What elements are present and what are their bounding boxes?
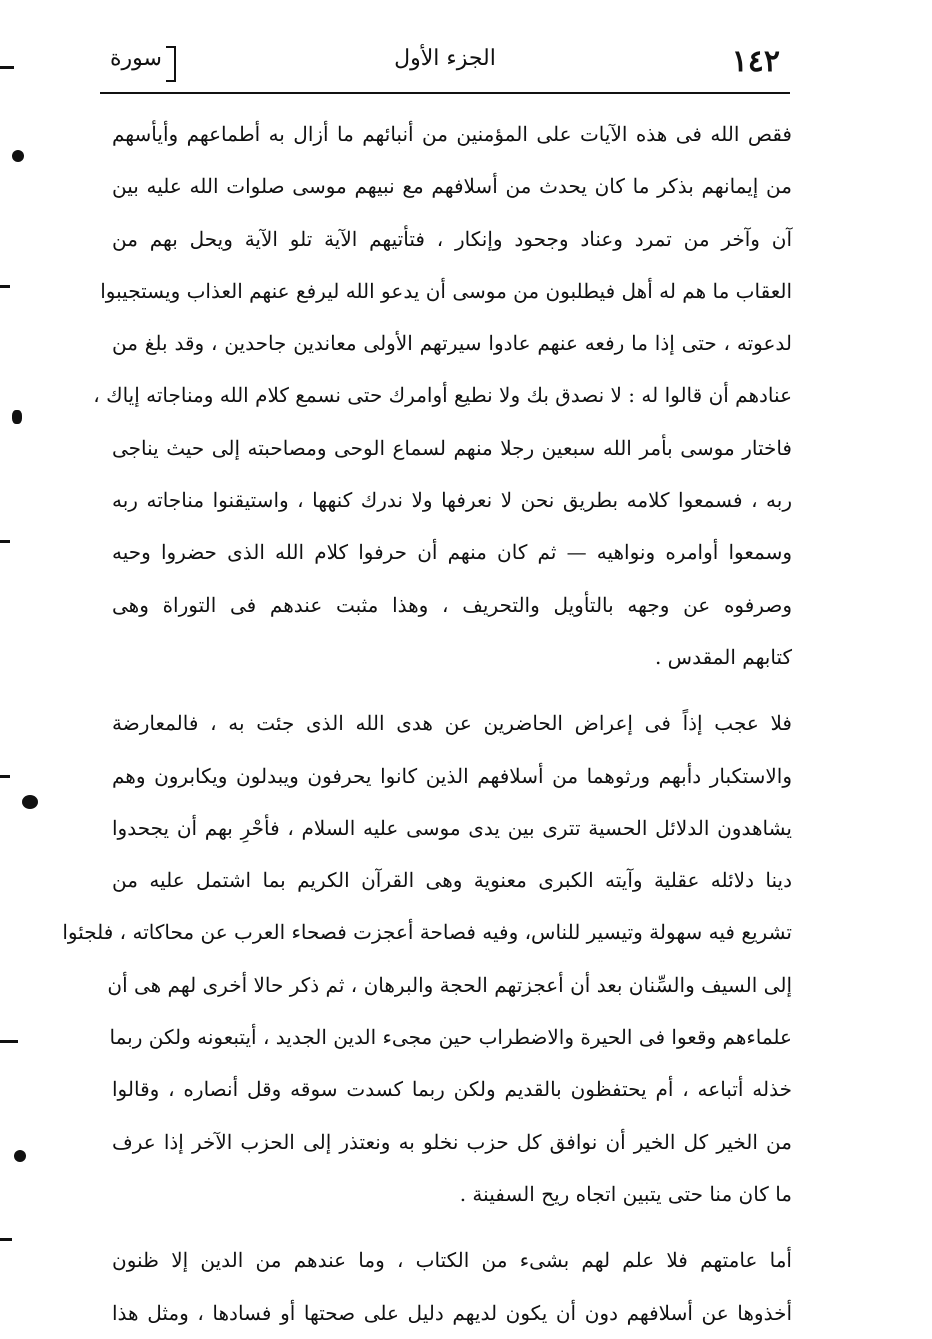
text-line: والاستكبار دأبهم ورثوهما من أسلافهم الذين كانوا يحرفون ويبدلون ويكابرون وهم (112, 763, 792, 788)
scan-speck (0, 775, 10, 778)
text-line: إلى السيف والسِّنان بعد أن أعجزتهم الحجة والبرهان ، ثم ذكر حالا أخرى لهم هى أن (107, 972, 792, 997)
part-title: الجزء الأول (394, 46, 496, 71)
text-line: لدعوته ، حتى إذا ما رفعه عنهم عادوا سيرتهم الأولى معاندين جاحدين ، وقد بلغ من (112, 331, 792, 356)
text-line: فلا عجب إذاً فى إعراض الحاضرين عن هدى الله الذى جئت به ، فالمعارضة (112, 711, 792, 736)
paragraph-gap (112, 1220, 792, 1234)
text-line: من إيمانهم بذكر ما كان يحدث من أسلافهم مع نبيهم موسى صلوات الله عليه بين (112, 174, 792, 199)
text-line: آن وآخر من تمرد وعناد وجحود وإنكار ، فتأتيهم الآية تلو الآية ويحل بهم من (112, 226, 792, 251)
text-line: دينا دلائله عقلية وآيته الكبرى معنوية وهى القرآن الكريم بما اشتمل عليه من (112, 868, 792, 893)
text-line: خذله أتباعه ، أم يحتفظون بالقديم ولكن ربما كسدت سوقه وقل أنصاره ، وقالوا (112, 1077, 792, 1102)
running-header (100, 40, 790, 90)
text-line: وسمعوا أوامره ونواهيه — ثم كان منهم أن حرفوا كلام الله الذى حضروا وحيه (112, 540, 792, 565)
text-line: يشاهدون الدلائل الحسية تترى بين يدى موسى عليه السلام ، فأحْرِ بهم أن يجحدوا (112, 815, 792, 840)
scan-speck (0, 1040, 18, 1043)
scan-speck (0, 1238, 12, 1241)
text-line: من الخير كل الخير أن نوافق كل حزب نخلو به ونعتذر إلى الحزب الآخر إذا عرف (112, 1129, 792, 1154)
body-text (62, 108, 792, 1339)
text-line: العقاب ما هم له أهل فيطلبون من موسى أن يدعو الله ليرفع عنهم العذاب ويستجيبوا (100, 278, 792, 303)
text-line: وصرفوه عن وجهه بالتأويل والتحريف ، وهذا مثبت عندهم فى التوراة وهى (112, 592, 792, 617)
text-line: أخذوها عن أسلافهم دون أن يكون لديهم دليل على صحتها أو فسادها ، ومثل هذا (112, 1300, 792, 1325)
text-line: علماءهم وقعوا فى الحيرة والاضطراب حين مجىء الدين الجديد ، أيتبعونه ولكن ربما (109, 1025, 792, 1050)
text-line: عنادهم أن قالوا له : لا نصدق بك ولا نطيع أوامرك حتى نسمع كلام الله ومناجاته إياك ، (93, 383, 792, 408)
scan-speck (0, 66, 14, 69)
paragraph-gap (112, 683, 792, 697)
scan-speck (12, 410, 22, 424)
text-line: ما كان منا حتى يتبين اتجاه ريح السفينة . (459, 1181, 792, 1206)
text-line: فقص الله فى هذه الآيات على المؤمنين من أنبائهم ما أزال به أطماعهم وأيأسهم (112, 122, 792, 146)
scan-speck (22, 795, 38, 809)
text-line: ربه ، فسمعوا كلامه بطريق نحن لا نعرفها ولا ندرك كنهها ، واستيقنوا مناجاته ربه (112, 488, 792, 513)
scan-speck (0, 540, 10, 543)
surah-label: سورة (110, 46, 176, 71)
page-number: ١٤٢ (731, 44, 780, 79)
text-line: كتابهم المقدس . (654, 644, 792, 669)
scan-speck (14, 1150, 26, 1162)
scan-speck (12, 150, 24, 162)
text-line: فاختار موسى بأمر الله سبعين رجلا منهم لسماع الوحى ومصاحبته إلى حيث يناجى (112, 435, 792, 460)
text-line: أما عامتهم فلا علم لهم بشىء من الكتاب ، وما عندهم من الدين إلا ظنون (112, 1248, 792, 1273)
scan-speck (0, 285, 10, 288)
header-rule (100, 92, 790, 94)
text-line: تشريع فيه سهولة وتيسير للناس، وفيه فصاحة أعجزت فصحاء العرب عن محاكاته ، فلجئوا (62, 920, 792, 945)
